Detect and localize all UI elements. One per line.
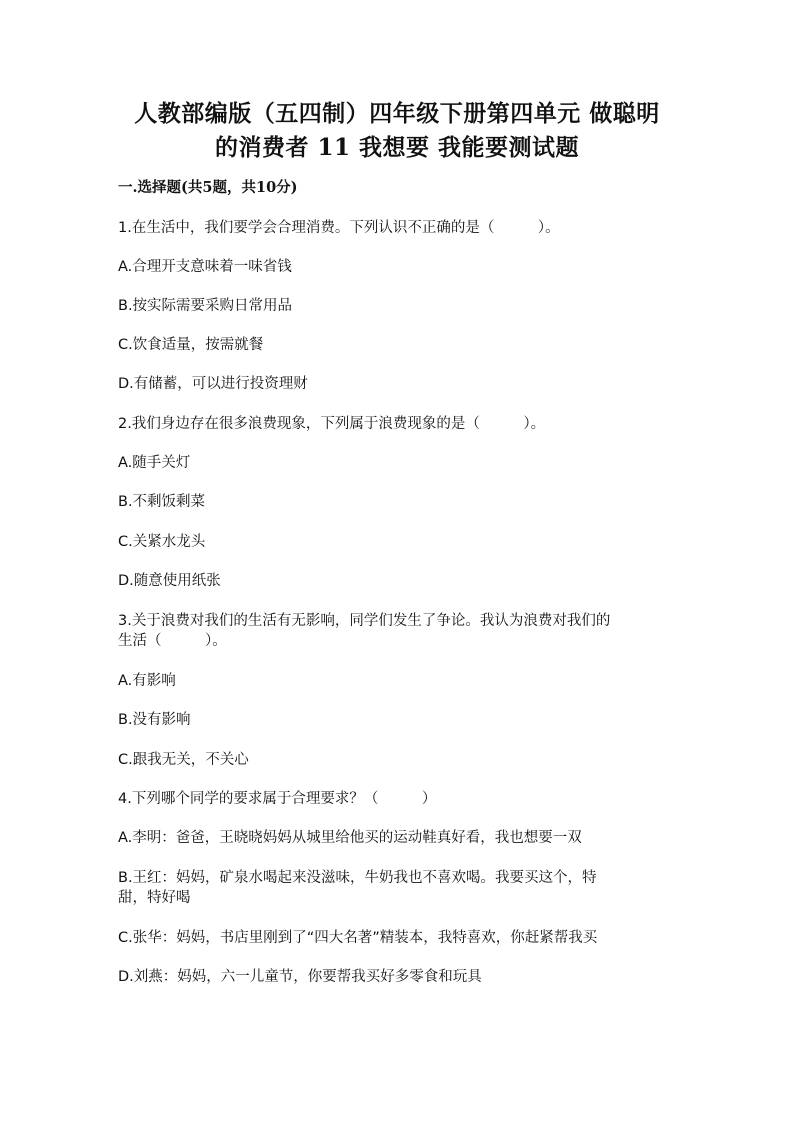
question-4-option-b-line-2: 甜，特好喝 xyxy=(118,890,191,906)
question-1-option-c: C.饮食适量，按需就餐 xyxy=(118,337,264,353)
question-1-option-a: A.合理开支意味着一味省钱 xyxy=(118,259,292,275)
question-4-option-b-line-1: B.王红：妈妈，矿泉水喝起来没滋味，牛奶我也不喜欢喝。我要买这个，特 xyxy=(118,870,597,886)
question-2-stem: 2.我们身边存在很多浪费现象，下列属于浪费现象的是（ ）。 xyxy=(118,416,546,432)
question-4-option-d: D.刘燕：妈妈，六一儿童节，你要帮我买好多零食和玩具 xyxy=(118,969,482,985)
question-2-option-c: C.关紧水龙头 xyxy=(118,534,206,550)
question-2-option-d: D.随意使用纸张 xyxy=(118,573,221,589)
question-1-option-b: B.按实际需要采购日常用品 xyxy=(118,298,293,314)
question-3-option-b: B.没有影响 xyxy=(118,712,191,728)
question-3-option-a: A.有影响 xyxy=(118,673,176,689)
question-4-option-c: C.张华：妈妈，书店里刚到了“四大名著”精装本，我特喜欢，你赶紧帮我买 xyxy=(118,930,598,946)
question-4-stem: 4.下列哪个同学的要求属于合理要求？（ ） xyxy=(118,791,437,807)
question-1-option-d: D.有储蓄，可以进行投资理财 xyxy=(118,376,308,392)
question-1-stem: 1.在生活中，我们要学会合理消费。下列认识不正确的是（ ）。 xyxy=(118,220,560,236)
page-title-line-1: 人教部编版（五四制）四年级下册第四单元 做聪明 xyxy=(134,100,660,127)
question-3-option-c: C.跟我无关，不关心 xyxy=(118,752,249,768)
question-3-stem-line-1: 3.关于浪费对我们的生活有无影响，同学们发生了争论。我认为浪费对我们的 xyxy=(118,613,611,629)
question-4-option-a: A.李明：爸爸，王晓晓妈妈从城里给他买的运动鞋真好看，我也想要一双 xyxy=(118,830,582,846)
section-heading: 一.选择题(共5题，共10分) xyxy=(118,179,298,196)
question-2-option-b: B.不剩饭剩菜 xyxy=(118,494,206,510)
page-title-line-2: 的消费者 11 我想要 我能要测试题 xyxy=(214,134,580,161)
question-3-stem-line-2: 生活（ ）。 xyxy=(118,633,227,649)
question-2-option-a: A.随手关灯 xyxy=(118,455,191,471)
